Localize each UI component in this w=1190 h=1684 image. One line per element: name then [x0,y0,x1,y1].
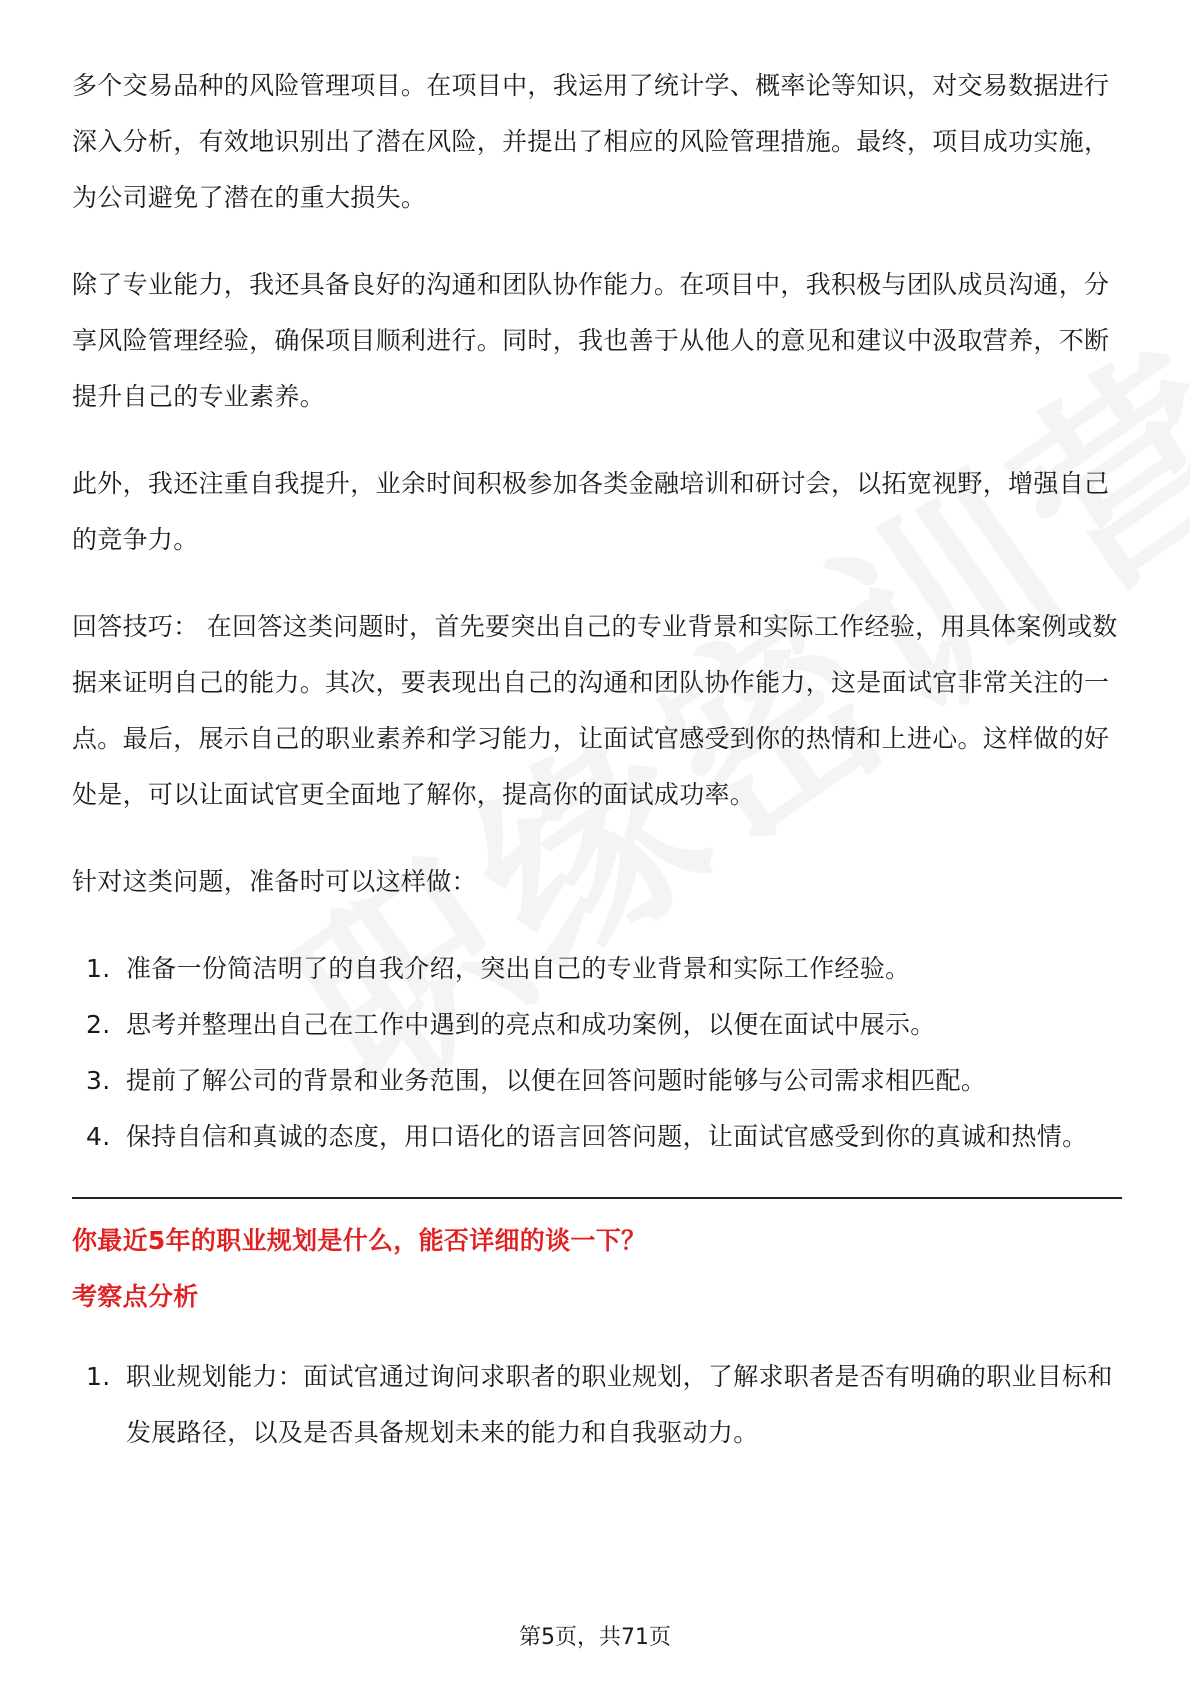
list-number: 4. [86,1122,111,1151]
list-item [72,1053,1122,1109]
list-item [72,997,1122,1053]
list-item [72,941,1122,997]
paragraph-3: 此外，我还注重自我提升，业余时间积极参加各类金融培训和研讨会，以拓宽视野，增强自己的竞争力。 [72,469,1110,554]
prep-tips-list [72,941,1122,1165]
list-text: 准备一份简洁明了的自我介绍，突出自己的专业背景和实际工作经验。 [126,954,911,983]
list-text: 思考并整理出自己在工作中遇到的亮点和成功案例，以便在面试中展示。 [126,1010,936,1039]
list-number: 1. [86,954,111,983]
page-number-footer: 第5页，共71页 [519,1625,671,1650]
prep-intro-paragraph: 针对这类问题，准备时可以这样做： [72,867,477,896]
list-text: 职业规划能力：面试官通过询问求职者的职业规划，了解求职者是否有明确的职业目标和发展路径，以及是否具备规划未来的能力和自我驱动力。 [126,1362,1113,1447]
list-number: 1. [86,1362,111,1391]
list-item [72,1349,1122,1461]
analysis-subheading: 考察点分析 [72,1282,199,1311]
section-divider [72,1197,1122,1199]
document-page [72,58,1122,1493]
list-number: 3. [86,1066,111,1095]
paragraph-1: 多个交易品种的风险管理项目。在项目中，我运用了统计学、概率论等知识，对交易数据进行深入分析，有效地识别出了潜在风险，并提出了相应的风险管理措施。最终，项目成功实施，为公司避免了潜在的重大损失。 [72,71,1110,212]
analysis-points-list [72,1349,1122,1461]
list-number: 2. [86,1010,111,1039]
paragraph-2: 除了专业能力，我还具备良好的沟通和团队协作能力。在项目中，我积极与团队成员沟通，分享风险管理经验，确保项目顺利进行。同时，我也善于从他人的意见和建议中汲取营养，不断提升自己的专业素养。 [72,270,1110,411]
question-heading: 你最近5年的职业规划是什么，能否详细的谈一下？ [72,1226,647,1255]
answer-tips-paragraph: 回答技巧： 在回答这类问题时，首先要突出自己的专业背景和实际工作经验，用具体案例或数据来证明自己的能力。其次，要表现出自己的沟通和团队协作能力，这是面试官非常关注的一点。最后，展示自己的职业素养和学习能力，让面试官感受到你的热情和上进心。这样做的好处是，可以让面试官更全面地了解你，提高你的面试成功率。 [72,612,1118,809]
list-item [72,1109,1122,1165]
list-text: 保持自信和真诚的态度，用口语化的语言回答问题，让面试官感受到你的真诚和热情。 [126,1122,1088,1151]
list-text: 提前了解公司的背景和业务范围，以便在回答问题时能够与公司需求相匹配。 [126,1066,987,1095]
